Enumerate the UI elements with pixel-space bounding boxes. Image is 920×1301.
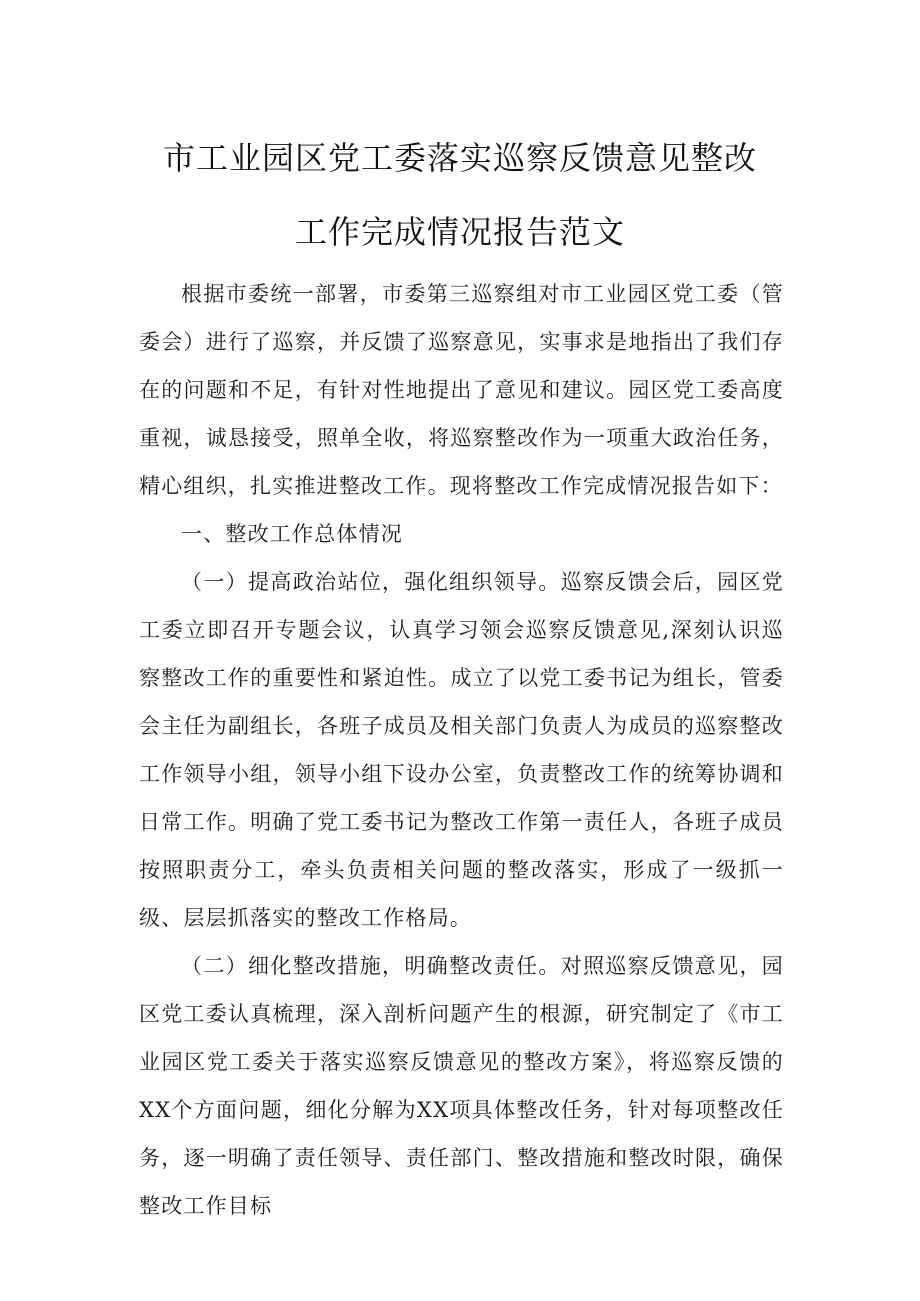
paragraph-section-1-1: （一）提高政治站位，强化组织领导。巡察反馈会后，园区党工委立即召开专题会议，认真学习领会巡察反馈意见,深刻认识巡察整改工作的重要性和紧迫性。成立了以党工委书记为组长，管委会主任为副组长，各班子成员及相关部门负责人为成员的巡察整改工作领导小组，领导小组下设办公室，负责整改工作的统筹协调和日常工作。明确了党工委书记为整改工作第一责任人，各班子成员按照职责分工，牵头负责相关问题的整改落实，形成了一级抓一级、层层抓落实的整改工作格局。 (139, 570, 784, 930)
document-body (139, 270, 784, 1230)
section-heading-1: 一、整改工作总体情况 (181, 522, 403, 546)
document-title-line-2: 工作完成情况报告范文 (294, 213, 625, 251)
paragraph-section-1-2: （二）细化整改措施，明确整改责任。对照巡察反馈意见，园区党工委认真梳理，深入剖析问题产生的根源，研究制定了《市工业园区党工委关于落实巡察反馈意见的整改方案》，将巡察反馈的XX个方面问题，细化分解为XX项具体整改任务，针对每项整改任务，逐一明确了责任领导、责任部门、整改措施和整改时限，确保整改工作目标 (139, 954, 784, 1218)
paragraph-intro: 根据市委统一部署，市委第三巡察组对市工业园区党工委（管委会）进行了巡察，并反馈了巡察意见，实事求是地指出了我们存在的问题和不足，有针对性地提出了意见和建议。园区党工委高度重视，诚恳接受，照单全收，将巡察整改作为一项重大政治任务，精心组织，扎实推进整改工作。现将整改工作完成情况报告如下： (139, 282, 784, 498)
document-title-line-1: 市工业园区党工委落实巡察反馈意见整改 (162, 139, 757, 177)
